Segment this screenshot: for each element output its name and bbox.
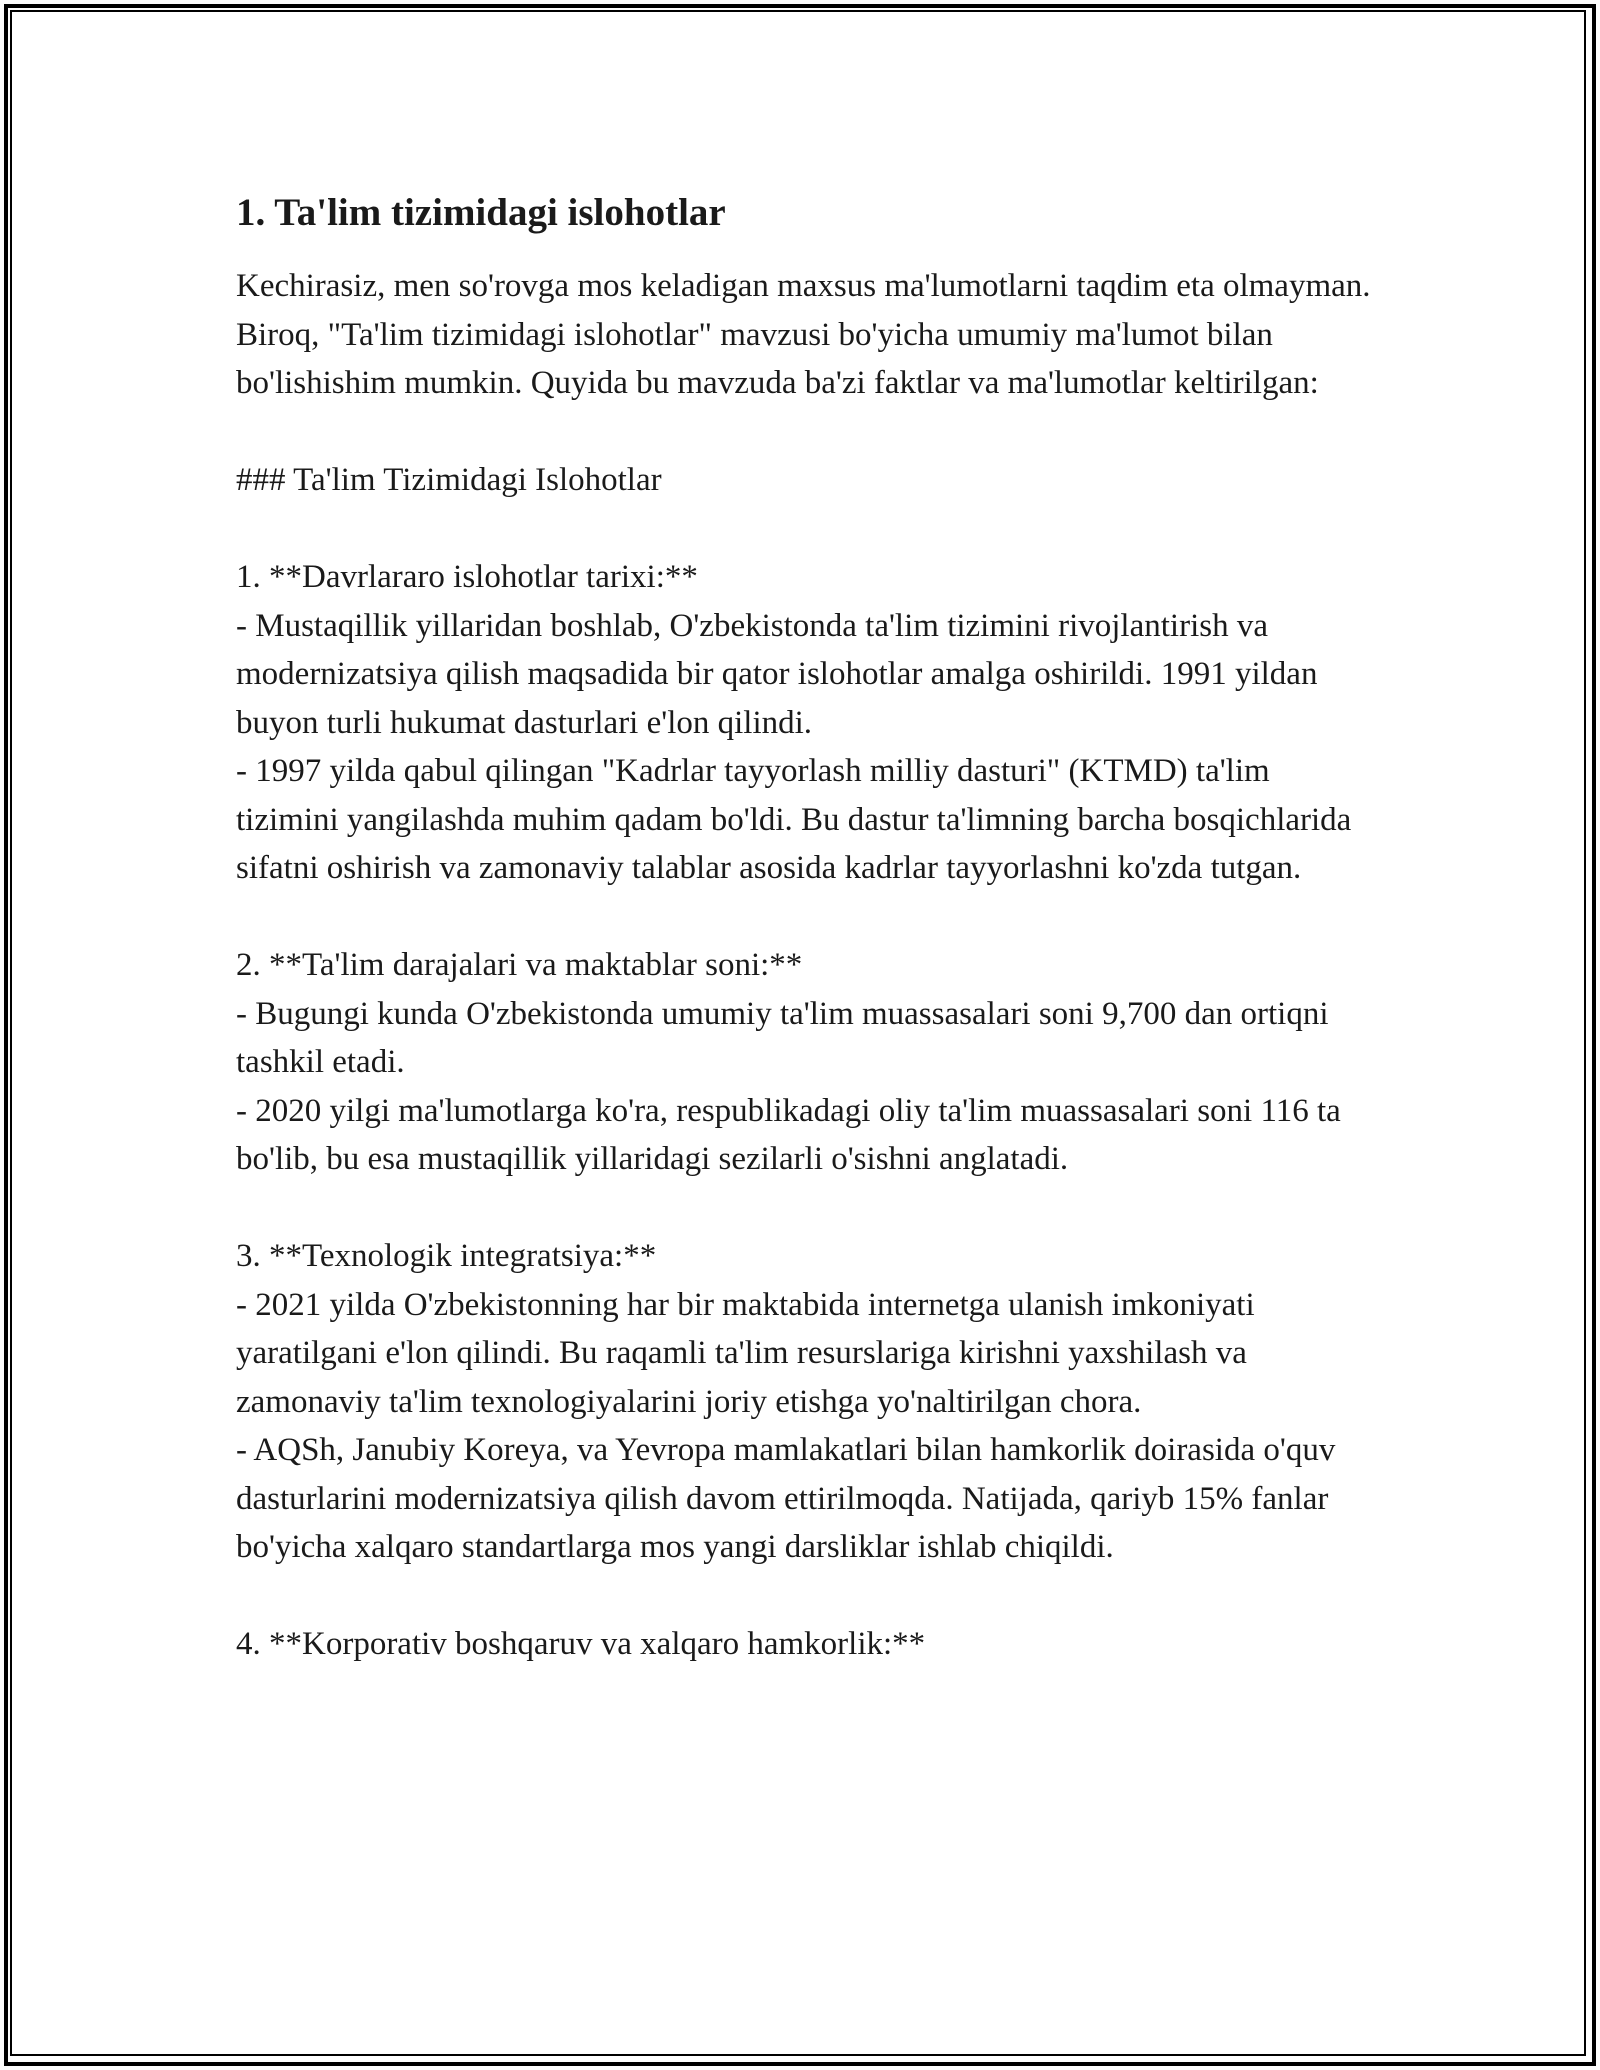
document-content <box>236 188 1376 1669</box>
document-heading: 1. Ta'lim tizimidagi islohotlar <box>236 191 726 234</box>
document-body: Kechirasiz, men so'rovga mos keladigan maxsus ma'lumotlarni taqdim eta olmayman. Biroq, "Ta'lim tizimidagi islohotlar" mavzusi bo'yicha umumiy ma'lumot bilan bo'lishishim mumkin. Quyida bu mavzuda ba'zi faktlar va ma'lumotlar keltirilgan: ### Ta'lim Tizimidagi Islohotlar 1. **Davrlararo islohotlar tarixi:** - Mustaqillik yillaridan boshlab, O'zbekistonda ta'lim tizimini rivojlantirish va modernizatsiya qilish maqsadida bir qator islohotlar amalga oshirildi. 1991 yildan buyon turli hukumat dasturlari e'lon qilindi. - 1997 yilda qabul qilingan "Kadrlar tayyorlash milliy dasturi" (KTMD) ta'lim tizimini yangilashda muhim qadam bo'ldi. Bu dastur ta'limning barcha bosqichlarida sifatni oshirish va zamonaviy talablar asosida kadrlar tayyorlashni ko'zda tutgan. 2. **Ta'lim darajalari va maktablar soni:** - Bugungi kunda O'zbekistonda umumiy ta'lim muassasalari soni 9,700 dan ortiqni tashkil etadi. - 2020 yilgi ma'lumotlarga ko'ra, respublikadagi oliy ta'lim muassasalari soni 116 ta bo'lib, bu esa mustaqillik yillaridagi sezilarli o'sishni anglatadi. 3. **Texnologik integratsiya:** - 2021 yilda O'zbekistonning har bir maktabida internetga ulanish imkoniyati yaratilgani e'lon qilindi. Bu raqamli ta'lim resurslariga kirishni yaxshilash va zamonaviy ta'lim texnologiyalarini joriy etishga yo'naltirilgan chora. - AQSh, Janubiy Koreya, va Yevropa mamlakatlari bilan hamkorlik doirasida o'quv dasturlarini modernizatsiya qilish davom ettirilmoqda. Natijada, qariyb 15% fanlar bo'yicha xalqaro standartlarga mos yangi darsliklar ishlab chiqildi. 4. **Korporativ boshqaruv va xalqaro hamkorlik:** <box>236 268 1371 1662</box>
